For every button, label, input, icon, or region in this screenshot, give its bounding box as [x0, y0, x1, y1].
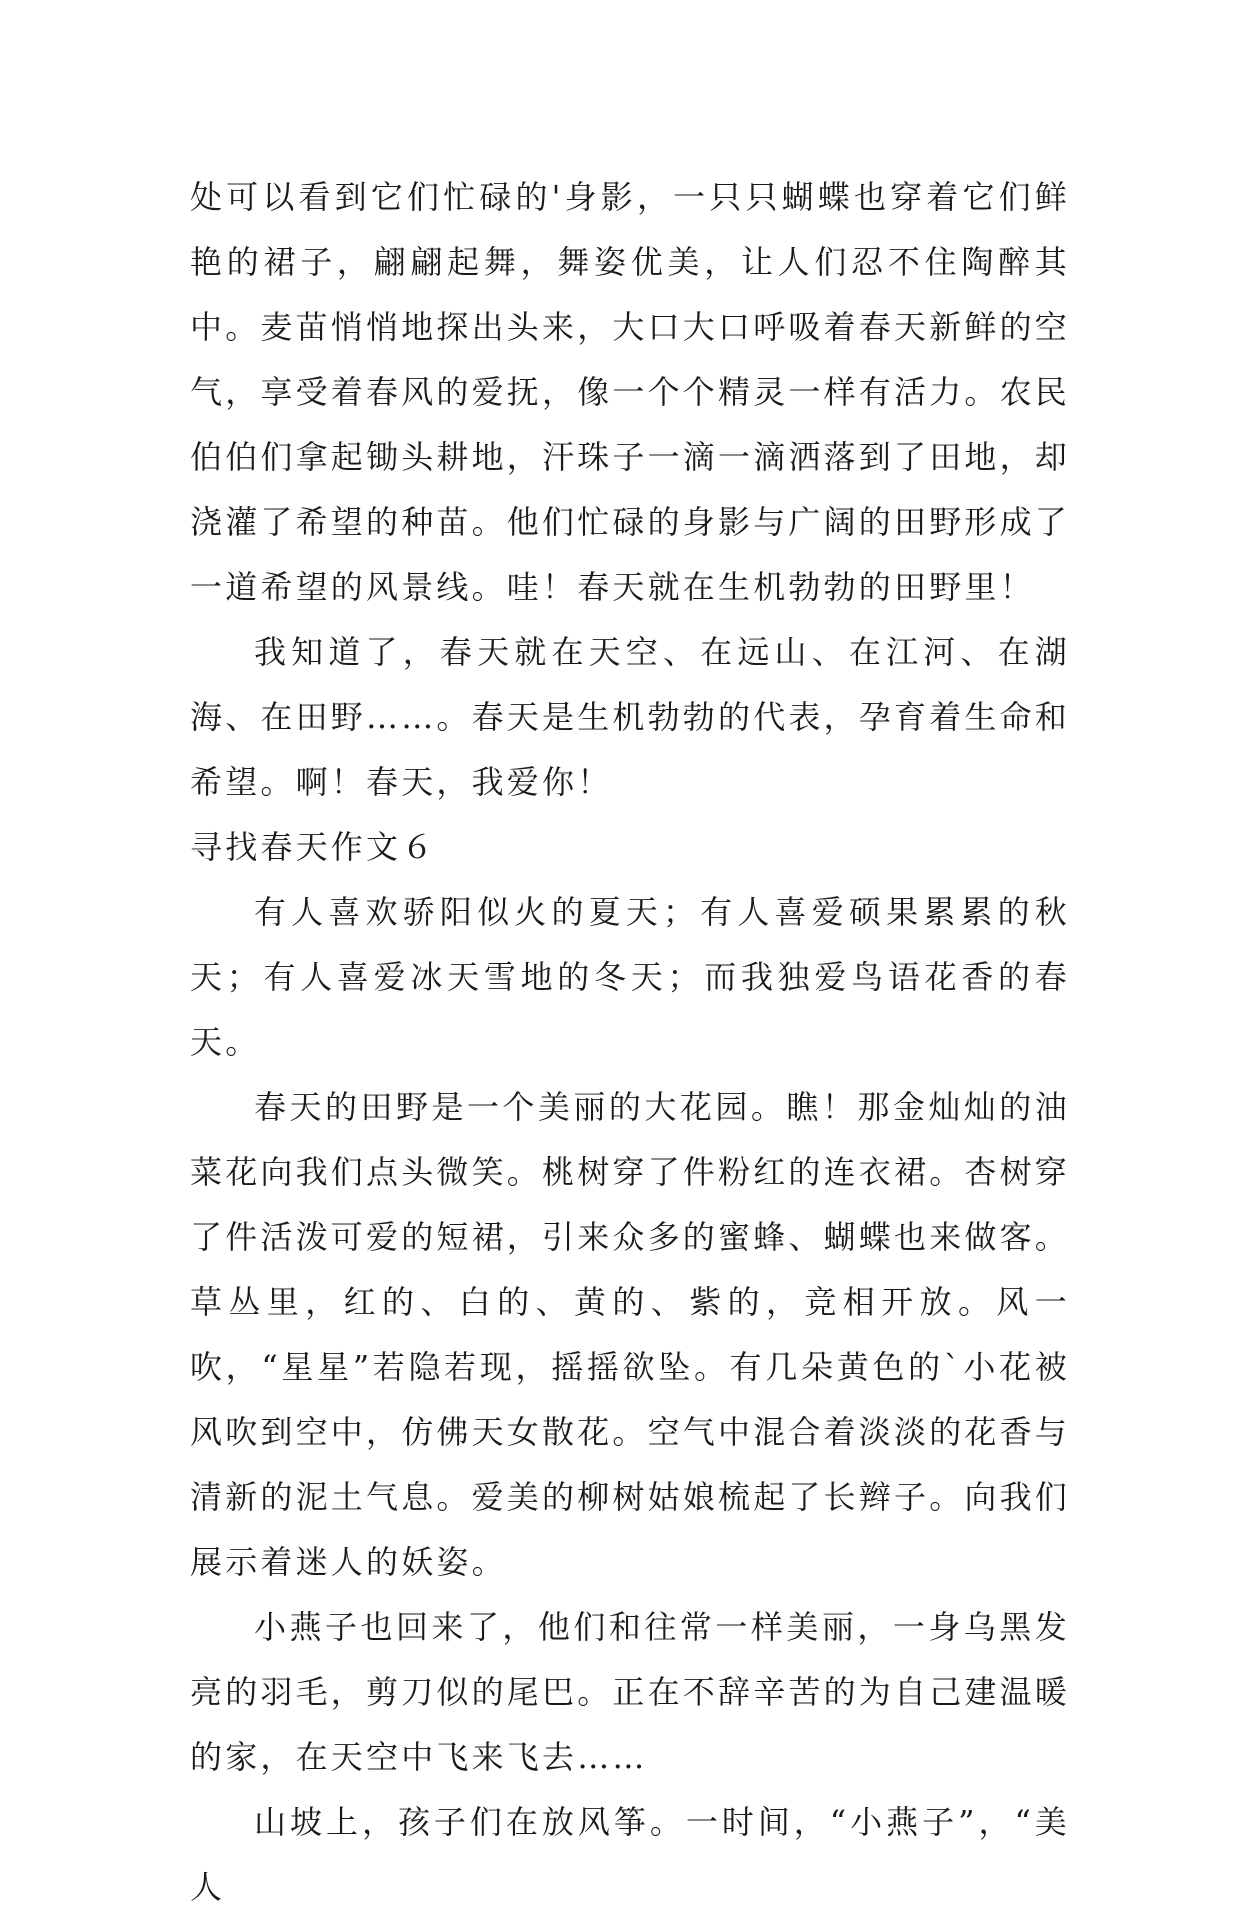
- paragraph: 春天的田野是一个美丽的大花园。瞧！那金灿灿的油菜花向我们点头微笑。桃树穿了件粉红的连衣裙。杏树穿了件活泼可爱的短裙，引来众多的蜜蜂、蝴蝶也来做客。草丛里，红的、白的、黄的、紫的，竞相开放。风一吹，“星星”若隐若现，摇摇欲坠。有几朵黄色的`小花被风吹到空中，仿佛天女散花。空气中混合着淡淡的花香与清新的泥土气息。爱美的柳树姑娘梳起了长辫子。向我们展示着迷人的妖姿。: [190, 1088, 1071, 1581]
- paragraph-continued: 处可以看到它们忙碌的'身影，一只只蝴蝶也穿着它们鲜艳的裙子，翩翩起舞，舞姿优美，让人们忍不住陶醉其中。麦苗悄悄地探出头来，大口大口呼吸着春天新鲜的空气，享受着春风的爱抚，像一个个精灵一样有活力。农民伯伯们拿起锄头耕地，汗珠子一滴一滴洒落到了田地，却浇灌了希望的种苗。他们忙碌的身影与广阔的田野形成了一道希望的风景线。哇！春天就在生机勃勃的田野里！: [190, 178, 1071, 606]
- paragraph: 有人喜欢骄阳似火的夏天；有人喜爱硕果累累的秋天；有人喜爱冰天雪地的冬天；而我独爱鸟语花香的春天。: [190, 893, 1070, 1061]
- paragraph: 我知道了，春天就在天空、在远山、在江河、在湖海、在田野……。春天是生机勃勃的代表，孕育着生命和希望。啊！春天，我爱你！: [190, 633, 1071, 801]
- section-title: 寻找春天作文６: [190, 828, 437, 866]
- paragraph: 小燕子也回来了，他们和往常一样美丽，一身乌黑发亮的羽毛，剪刀似的尾巴。正在不辞辛苦的为自己建温暖的家，在天空中飞来飞去……: [190, 1608, 1071, 1776]
- paragraph: 山坡上，孩子们在放风筝。一时间，“小燕子”，“美人: [190, 1803, 1070, 1906]
- document-body: [190, 165, 1070, 1920]
